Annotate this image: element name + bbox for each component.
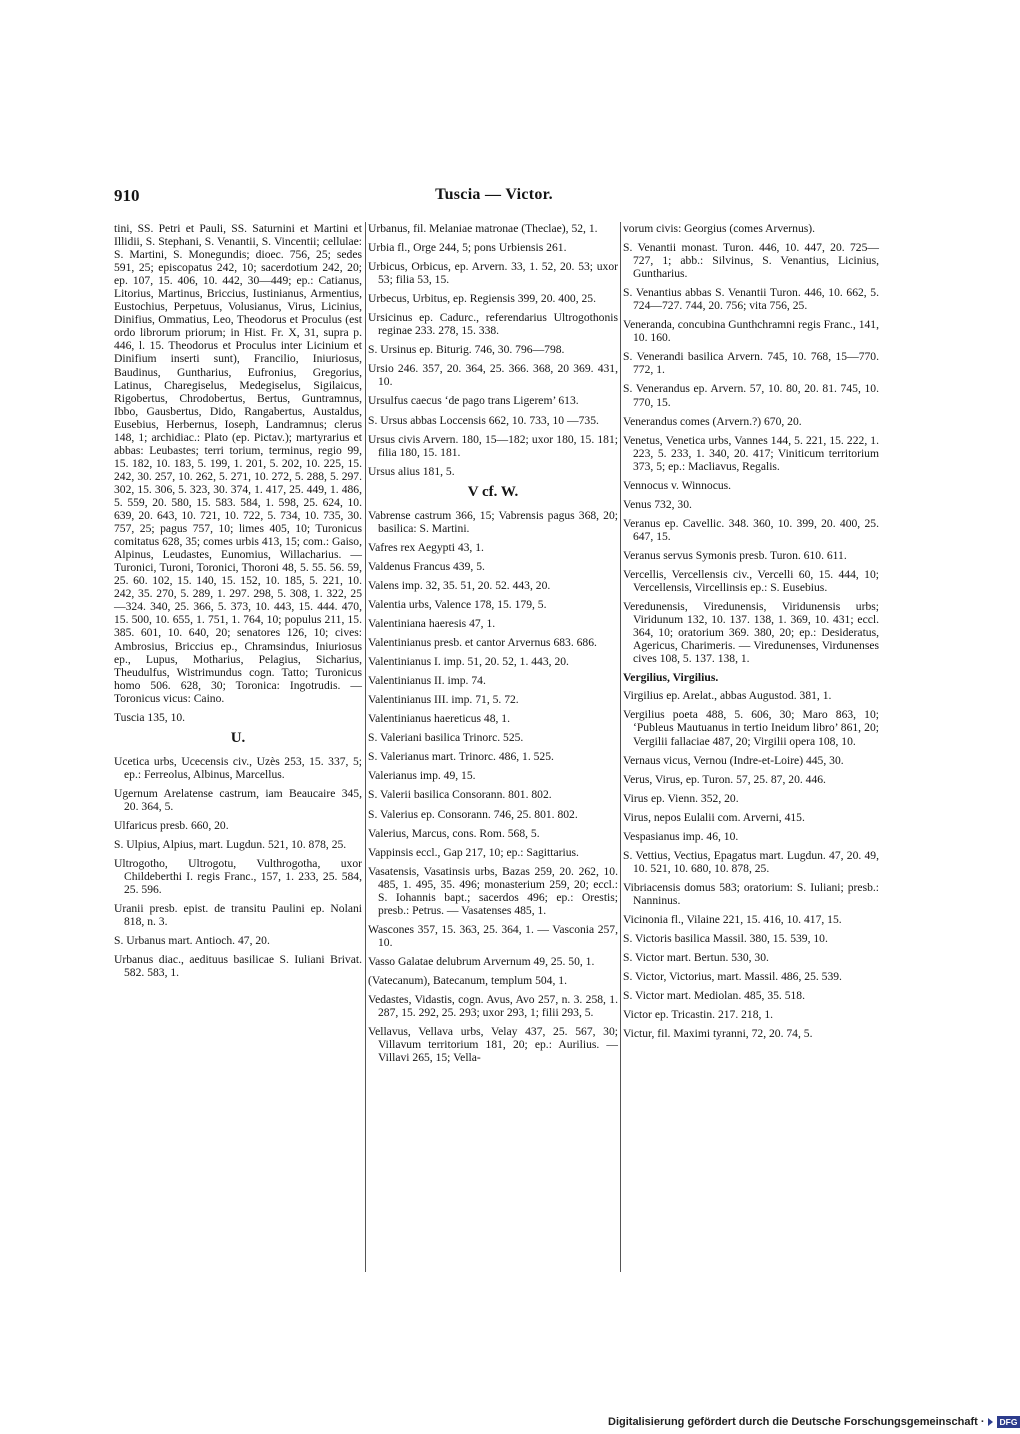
index-entry: S. Venerandi basilica Arvern. 745, 10. 768, 15—770. 772, 1.	[623, 350, 879, 377]
index-entry: S. Valerianus mart. Trinorc. 486, 1. 525.	[368, 750, 554, 764]
index-entry: Ulfaricus presb. 660, 20.	[114, 819, 229, 833]
index-entry: S. Valeriani basilica Trinorc. 525.	[368, 731, 524, 745]
index-entry: Valerianus imp. 49, 15.	[368, 769, 476, 783]
index-entry: S. Victoris basilica Massil. 380, 15. 539, 10.	[623, 932, 828, 946]
index-entry: S. Urbanus mart. Antioch. 47, 20.	[114, 934, 270, 948]
index-entry: Ursicinus ep. Cadurc., referendarius Ultrogothonis reginae 233. 278, 15. 338.	[368, 311, 618, 338]
index-entry-continued: vorum civis: Georgius (comes Arvernus).	[623, 222, 816, 235]
index-entry: Valens imp. 32, 35. 51, 20. 52. 443, 20.	[368, 578, 551, 592]
index-entry: S. Ursinus ep. Biturig. 746, 30. 796—798.	[368, 343, 565, 357]
page-header	[114, 186, 874, 210]
index-entry: Urbia fl., Orge 244, 5; pons Urbiensis 261.	[368, 241, 567, 255]
index-entry: Valentinianus haereticus 48, 1.	[368, 712, 510, 726]
index-entry: Valdenus Francus 439, 5.	[368, 559, 485, 573]
index-entry: S. Valerii basilica Consorann. 801. 802.	[368, 788, 552, 802]
index-entry: Virus, nepos Eulalii com. Arverni, 415.	[623, 810, 805, 824]
index-entry: Vasso Galatae delubrum Arvernum 49, 25. 50, 1.	[368, 954, 595, 968]
column-divider	[620, 222, 621, 1272]
index-entry: Valentinianus III. imp. 71, 5. 72.	[368, 693, 519, 707]
index-entry: Vercellis, Vercellensis civ., Vercelli 60, 15. 444, 10; Vercellensis, Vircellinsis ep.: S. Eusebius.	[623, 567, 879, 595]
index-entry: S. Victor, Victorius, mart. Massil. 486, 25. 539.	[623, 970, 842, 984]
column-divider	[365, 222, 366, 1272]
funding-footer	[608, 1416, 1020, 1428]
index-entry: Urbicus, Orbicus, ep. Arvern. 33, 1. 52, 20. 53; uxor 53; filia 53, 15.	[368, 260, 618, 287]
index-entry: Valentiniana haeresis 47, 1.	[368, 617, 496, 631]
index-entry: Veranus ep. Cavellic. 348. 360, 10. 399, 20. 400, 25. 647, 15.	[623, 516, 879, 543]
index-entry: S. Victor mart. Bertun. 530, 30.	[623, 951, 769, 965]
index-entry: Vasatensis, Vasatinsis urbs, Bazas 259, 20. 262, 10. 485, 1. 495, 35. 496; monasterium 259, 20; eccl.: S. Iohannis bapt.; sacerdos 496; ep.: Orestis; presb.: Petrus. — Vasatenses 485, 1.	[368, 864, 618, 917]
index-entry: Virgilius ep. Arelat., abbas Augustod. 381, 1.	[623, 689, 832, 703]
index-entry-continued: tini, SS. Petri et Pauli, SS. Saturnini et Martini et Illidii, S. Stephani, S. Venantii, S. Vincentii; cellulae: S. Martini, S. Monegundis; dioec. 756, 25; sedes 591, 25; episcopatus 242, 10; sacerdotium 242, 20; ep. 107, 15. 406, 10. 442, 30—449; ep.: Catianus, Litorius, Martinus, Briccius, Iustinianus, Armentius, Eustochius, Perpetuus, Volusianus, Virus, Licinius, Dinifius, Ommatius, Leo, Theodorus et Proculus (est ordo librorum priorum; in Hist. Fr. X, 31, supra p. 446, l. 15. Theodorus et Proculus inter Licinium et Dinifium inserti sunt), Francilio, Iniuriosus, Baudinus, Guntharius, Eufronius, Gregorius, Latinus, Charegiselus, Medegiselus, Sigilaicus, Rigobertus, Chrodobertus, Bertus, Guntramnus, Ibbo, Gausbertus, Dido, Rangabertus, Austaldus, Eusebius, Herbernus, Ioseph, Landramnus; clerus 148, 1; archidiac.: Plato (ep. Pictav.); martyrarius et abbas: Leubastes; terri torium, terminus, regio 99, 15. 182, 10. 183, 5. 199, 1. 201, 5. 202, 10. 225, 15. 242, 30. 257, 10. 262, 5. 271, 10. 272, 5. 288, 5. 297. 302, 15. 306, 5. 323, 30. 374, 1. 417, 25. 449, 1. 486, 5. 559, 20. 580, 15. 583. 584, 1. 598, 25. 624, 10. 639, 20. 643, 10. 721, 10. 722, 5. 734, 10. 735, 30. 757, 25; pagus 757, 10; limes 405, 10; Turonicus comitatus 628, 35; comes urbis 413, 15; com.: Gaiso, Alpinus, Leudastes, Eunomius, Willacharius. — Turonici, Turoni, Toronici, Thoroni 48, 5. 55. 56. 59, 25. 60. 102, 15. 140, 15. 152, 10. 185, 5. 221, 10. 242, 35. 270, 5. 289, 1. 297. 298, 5. 308, 1. 322, 25—324. 340, 25. 366, 5. 373, 10. 443, 15. 444. 470, 15. 500, 10. 655, 1. 751, 1. 764, 10; populus 211, 15. 385. 601, 10. 640, 20; senatores 126, 10; cives: Ambrosius, Briccius ep., Chramsindus, Iniuriosus ep., Lupus, Motharius, Pelagius, Sicharius, Theudulfus, Wistrimundus cogn. Tatto; Turonicus homo 506. 628, 30; Toronica: Ingotrudis. — Toronicus vicus: Caino.	[114, 222, 362, 705]
index-entry: Virus ep. Vienn. 352, 20.	[623, 791, 739, 805]
index-entry: Venetus, Venetica urbs, Vannes 144, 5. 221, 15. 222, 1. 223, 5. 233, 1. 340, 20. 417; Viniticum territorium 373, 5; ep.: Macliavus, Regalis.	[623, 433, 879, 473]
section-letter: U.	[230, 729, 246, 746]
index-entry: S. Venerandus ep. Arvern. 57, 10. 80, 20. 81. 745, 10. 770, 15.	[623, 382, 879, 409]
index-column-2	[368, 222, 618, 1070]
footer-text: Digitalisierung gefördert durch die Deutsche Forschungsgemeinschaft ·	[608, 1416, 985, 1428]
index-entry: Uranii presb. epist. de transitu Paulini ep. Nolani 818, n. 3.	[114, 902, 362, 929]
index-entry: Vappinsis eccl., Gap 217, 10; ep.: Sagittarius.	[368, 845, 579, 859]
index-entry: Vafres rex Aegypti 43, 1.	[368, 540, 484, 554]
index-entry: S. Valerius ep. Consorann. 746, 25. 801. 802.	[368, 807, 578, 821]
running-title: Tuscia — Victor.	[435, 186, 553, 203]
section-letter: V cf. W.	[467, 483, 519, 500]
index-entry: Veranus servus Symonis presb. Turon. 610. 611.	[623, 548, 847, 562]
index-entry: Vernaus vicus, Vernou (Indre-et-Loire) 445, 30.	[623, 753, 844, 767]
index-entry: Vennocus v. Winnocus.	[623, 478, 732, 492]
index-entry: Veredunensis, Viredunensis, Viridunensis urbs; Viridunum 132, 10. 137. 138, 1. 369, 10. 431; eccl. 364, 10; oratorium 369. 380, 20; ep.: Desideratus, Agericus, Charimeris. — Viredunenses, Virdunenses cives 108, 5. 137. 138, 1.	[623, 600, 879, 666]
index-entry: Valentia urbs, Valence 178, 15. 179, 5.	[368, 597, 547, 611]
index-entry: (Vatecanum), Batecanum, templum 504, 1.	[368, 973, 567, 987]
index-entry: Urbanus diac., aedituus basilicae S. Iuliani Brivat. 582. 583, 1.	[114, 953, 362, 980]
index-entry: S. Venantii monast. Turon. 446, 10. 447, 20. 725—727, 1; abb.: Silvinus, S. Venantius, Licinius, Guntharius.	[623, 241, 879, 281]
index-entry: Ursio 246. 357, 20. 364, 25. 366. 368, 20 369. 431, 10.	[368, 362, 618, 389]
index-entry: Venus 732, 30.	[623, 497, 692, 511]
index-entry: S. Ulpius, Alpius, mart. Lugdun. 521, 10. 878, 25.	[114, 838, 347, 852]
index-entry: Valentinianus presb. et cantor Arvernus 683. 686.	[368, 636, 597, 650]
index-entry: Urbecus, Urbitus, ep. Regiensis 399, 20. 400, 25.	[368, 292, 596, 306]
page-number: 910	[114, 186, 140, 205]
index-entry: S. Venantius abbas S. Venantii Turon. 446, 10. 662, 5. 724—727. 744, 20. 756; vita 756, 25.	[623, 286, 879, 313]
index-entry: Valentinianus II. imp. 74.	[368, 674, 486, 688]
index-entry: Veneranda, concubina Gunthchramni regis Franc., 141, 10. 160.	[623, 318, 879, 345]
index-entry: Vellavus, Vellava urbs, Velay 437, 25. 567, 30; Villavum territorium 181, 20; ep.: Aurilius. — Villavi 265, 15; Vella-	[368, 1025, 618, 1065]
index-column-3	[623, 222, 879, 1046]
index-entry: Ucetica urbs, Ucecensis civ., Uzès 253, 15. 337, 5; ep.: Ferreolus, Albinus, Marcellus.	[114, 754, 362, 781]
index-entry: Vedastes, Vidastis, cogn. Avus, Avo 257, n. 3. 258, 1. 287, 15. 292, 25. 293; uxor 293, 1; filii 293, 5.	[368, 993, 618, 1020]
index-entry: S. Ursus abbas Loccensis 662, 10. 733, 10 —735.	[368, 413, 599, 427]
index-heading: Vergilius, Virgilius.	[623, 671, 719, 685]
index-entry: Tuscia 135, 10.	[114, 710, 186, 724]
index-entry: Venerandus comes (Arvern.?) 670, 20.	[623, 414, 802, 428]
index-entry: Victur, fil. Maximi tyranni, 72, 20. 74, 5.	[623, 1027, 813, 1041]
index-entry: Vergilius poeta 488, 5. 606, 30; Maro 863, 10; ‘Publeus Mautuanus in tertio Ineidum libro’ 861, 20; Vergilii fallaciae 487, 20; Virgilii opera 108, 10.	[623, 708, 879, 748]
dfg-logo: DFG	[997, 1416, 1020, 1428]
index-entry: Ursus alius 181, 5.	[368, 464, 455, 478]
index-entry: Vicinonia fl., Vilaine 221, 15. 416, 10. 417, 15.	[623, 912, 842, 926]
index-entry: Vabrense castrum 366, 15; Vabrensis pagus 368, 20; basilica: S. Martini.	[368, 508, 618, 535]
index-entry: Victor ep. Tricastin. 217. 218, 1.	[623, 1008, 774, 1022]
index-entry: Vibriacensis domus 583; oratorium: S. Iuliani; presb.: Nanninus.	[623, 880, 879, 907]
index-entry: Vespasianus imp. 46, 10.	[623, 829, 739, 843]
index-entry: S. Vettius, Vectius, Epagatus mart. Lugdun. 47, 20. 49, 10. 521, 10. 680, 10. 878, 25.	[623, 848, 879, 875]
index-entry: Wascones 357, 15. 363, 25. 364, 1. — Vasconia 257, 10.	[368, 922, 618, 949]
index-entry: S. Victor mart. Mediolan. 485, 35. 518.	[623, 989, 805, 1003]
arrow-icon	[988, 1418, 993, 1426]
index-entry: Ursulfus caecus ‘de pago trans Ligerem’ 613.	[368, 394, 579, 408]
index-entry: Verus, Virus, ep. Turon. 57, 25. 87, 20. 446.	[623, 772, 826, 786]
index-entry: Ugernum Arelatense castrum, iam Beaucaire 345, 20. 364, 5.	[114, 786, 362, 813]
index-entry: Ursus civis Arvern. 180, 15—182; uxor 180, 15. 181; filia 180, 15. 181.	[368, 432, 618, 459]
index-column-1	[114, 222, 362, 985]
index-entry: Valerius, Marcus, cons. Rom. 568, 5.	[368, 826, 540, 840]
index-entry: Valentinianus I. imp. 51, 20. 52, 1. 443, 20.	[368, 655, 569, 669]
index-entry: Urbanus, fil. Melaniae matronae (Theclae), 52, 1.	[368, 222, 598, 235]
index-entry: Ultrogotho, Ultrogotu, Vulthrogotha, uxor Childeberthi I. regis Franc., 157, 1. 233, 25. 584, 25. 596.	[114, 857, 362, 897]
